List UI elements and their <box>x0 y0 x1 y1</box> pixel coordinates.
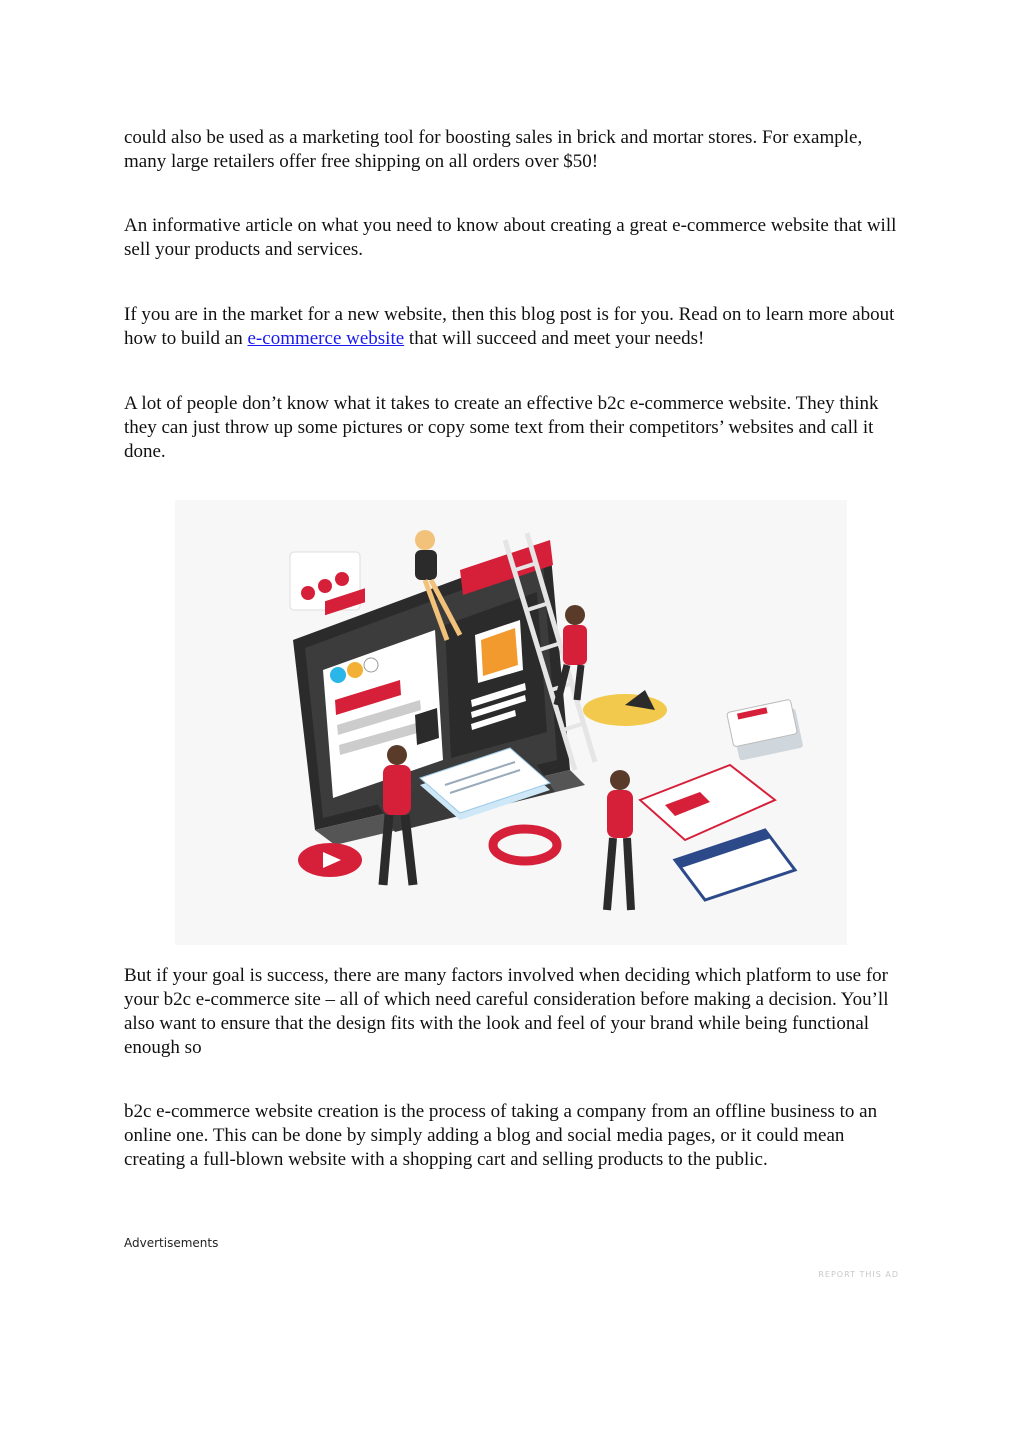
paragraph-6: b2c e-commerce website creation is the process of taking a company from an offline business to an online one. This can be done by simply adding a blog and social media pages, or it could mean creating a full-blown website with a shopping cart and selling products to the public. <box>124 1101 878 1170</box>
paragraph-2: An informative article on what you need to know about creating a great e-commerce website that will sell your products and services. <box>124 215 897 260</box>
paragraph-3-start: If you are in the market for a new website, then this blog post is for you. Read on to learn more about how to build an <box>124 304 895 349</box>
paragraph-5: But if your goal is success, there are many factors involved when deciding which platform to use for your b2c e-commerce site – all of which need careful consideration before making a decision. You’ll also want to ensure that the design fits with the look and feel of your brand while being functional enough so <box>124 965 889 1058</box>
paragraph-3 <box>124 303 904 351</box>
advertisements-label: Advertisements <box>124 1236 219 1250</box>
paragraph-1: could also be used as a marketing tool for boosting sales in brick and mortar stores. For example, many large retailers offer free shipping on all orders over $50! <box>124 127 863 172</box>
paragraph-3-end: that will succeed and meet your needs! <box>404 328 705 349</box>
ecommerce-website-link[interactable]: e-commerce website <box>247 328 405 349</box>
report-ad-link[interactable]: REPORT THIS AD <box>818 1270 899 1279</box>
ecommerce-website-building-illustration <box>175 500 847 945</box>
paragraph-4: A lot of people don’t know what it takes to create an effective b2c e-commerce website. They think they can just throw up some pictures or copy some text from their competitors’ websites and call it done. <box>124 393 879 462</box>
